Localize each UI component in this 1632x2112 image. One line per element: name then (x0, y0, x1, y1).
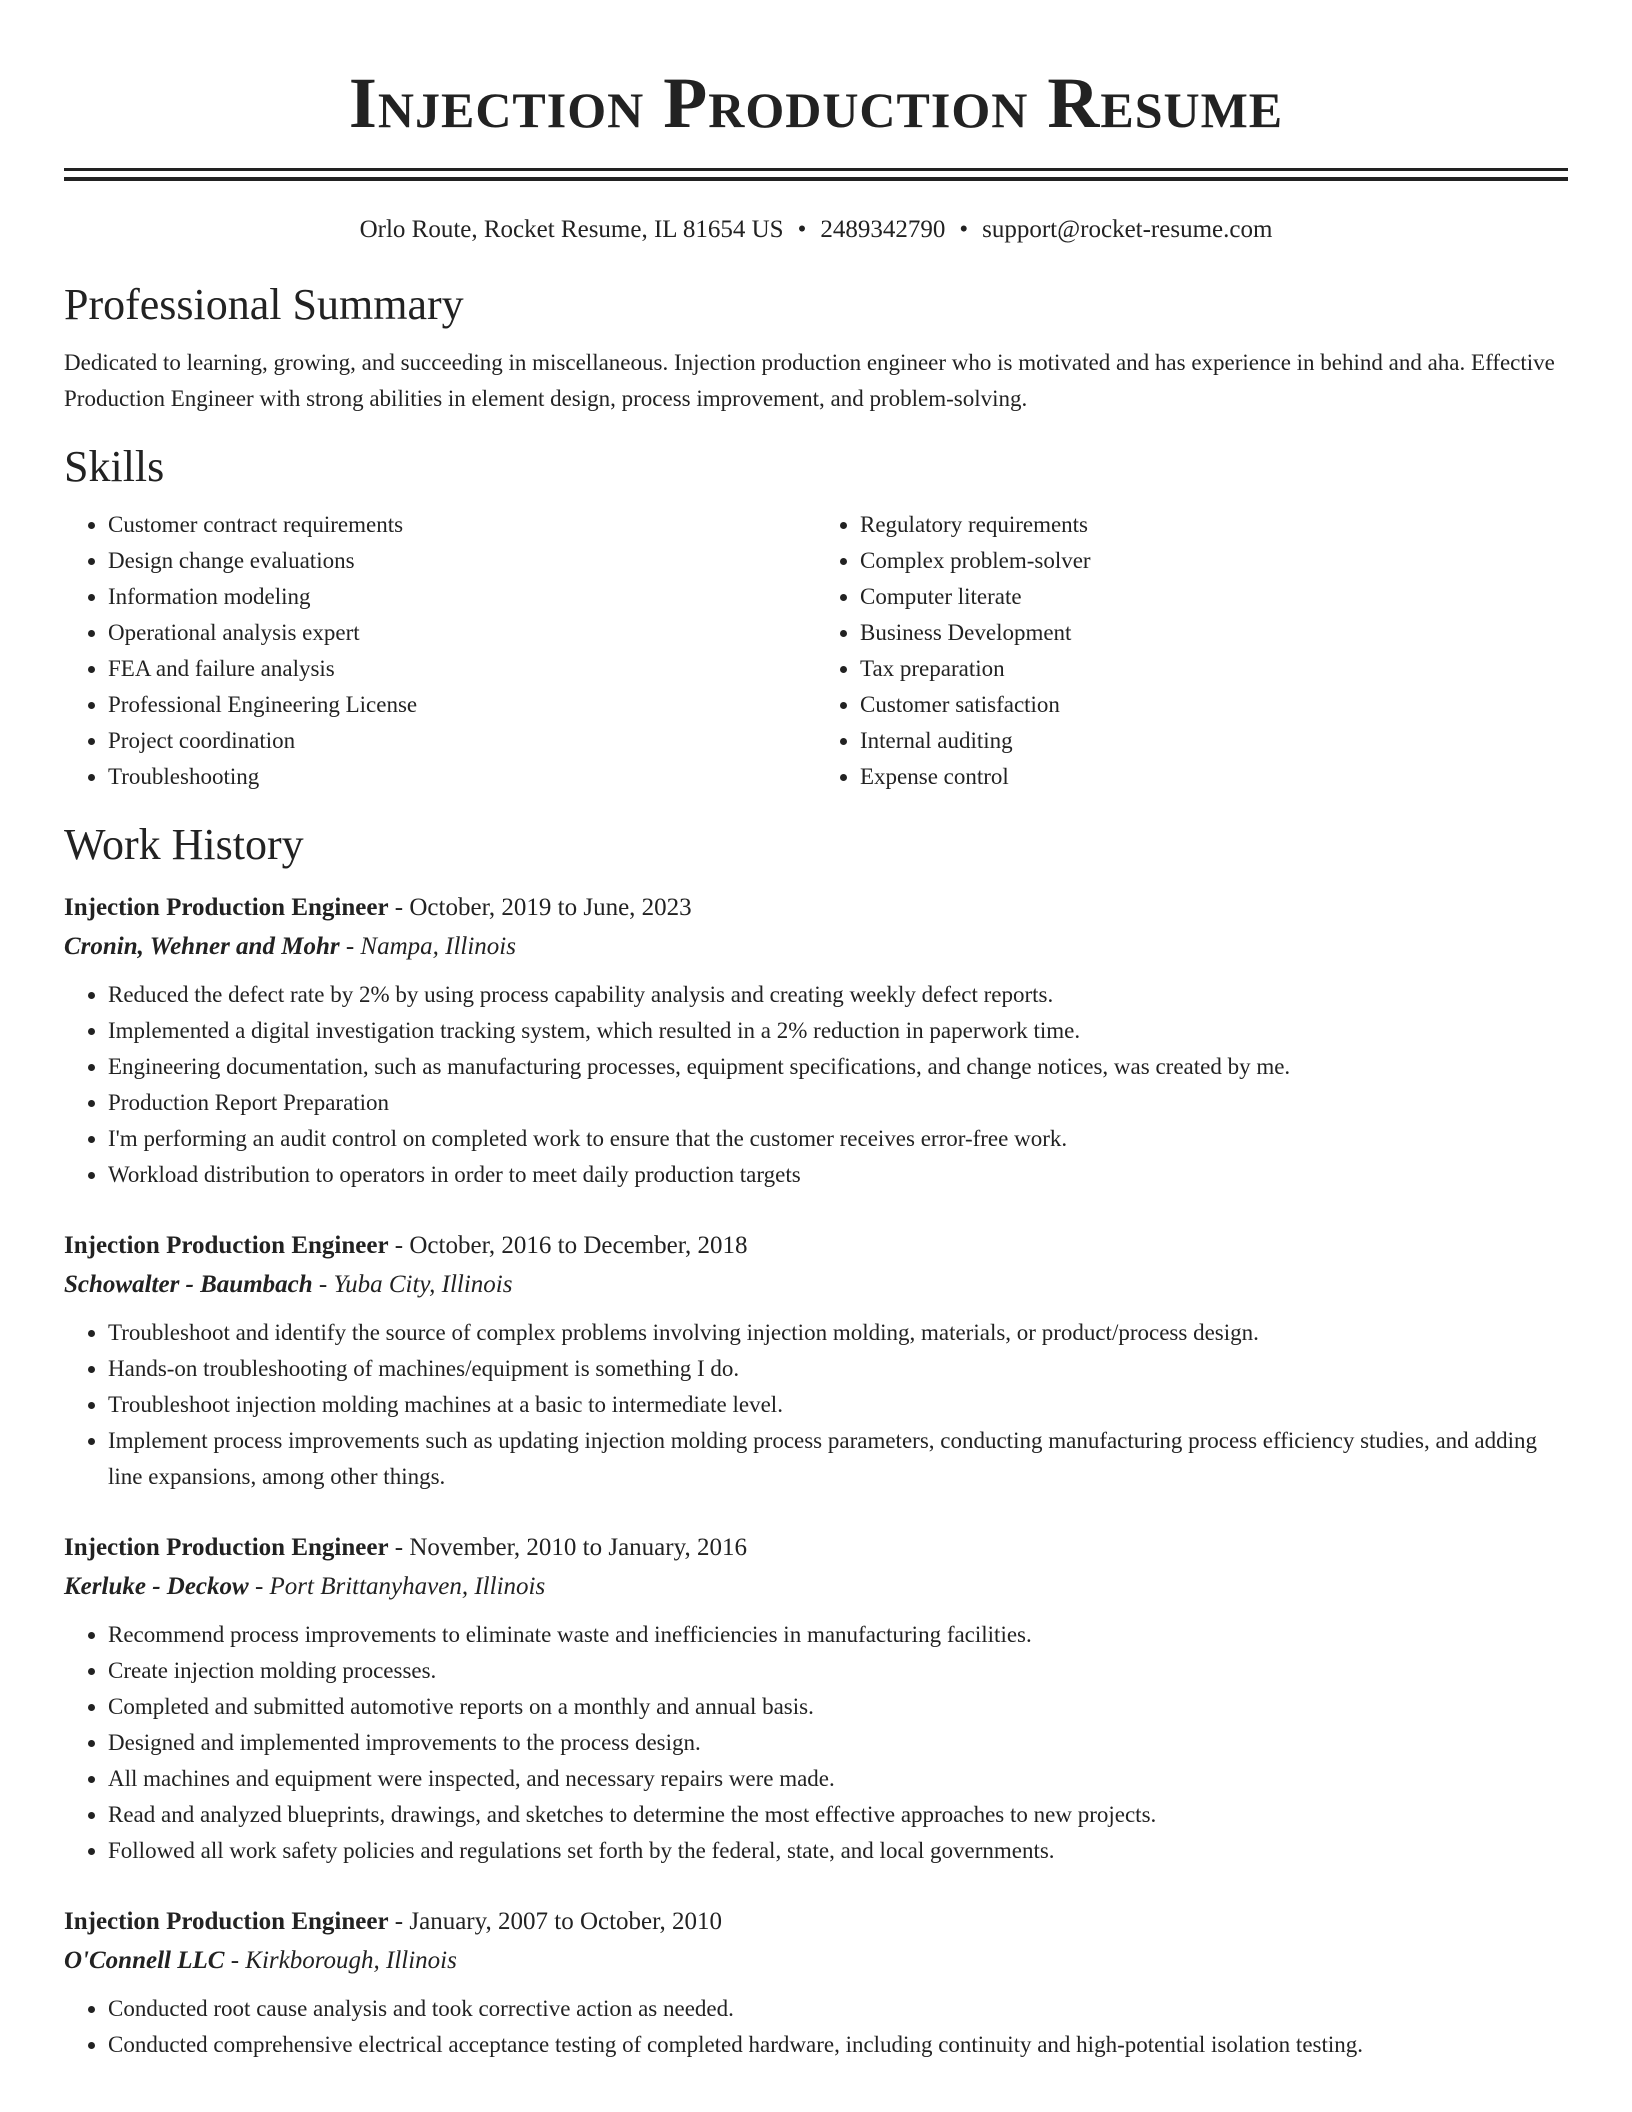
skill-item: • Professional Engineering License (108, 687, 816, 723)
skill-item: • Business Development (860, 615, 1568, 651)
resume-title: Injection Production Resume (348, 63, 1284, 143)
job-dates: - October, 2016 to December, 2018 (388, 1232, 748, 1259)
job-bullet-list (64, 1617, 1568, 1869)
contact-address: Orlo Route, Rocket Resume, IL 81654 US (359, 216, 784, 243)
job-bullet: • Designed and implemented improvements to the process design. (108, 1725, 1568, 1761)
job-bullet: • Conducted root cause analysis and took corrective action as needed. (108, 1991, 1568, 2027)
contact-line (64, 215, 1568, 245)
job-entry (64, 1903, 1568, 2063)
skill-item: • Troubleshooting (108, 759, 816, 795)
work-history-section (64, 819, 1568, 2063)
job-entry (64, 1529, 1568, 1869)
contact-separator: • (959, 216, 969, 243)
job-company: O'Connell LLC (64, 1947, 225, 1974)
summary-heading: Professional Summary (64, 280, 464, 329)
job-company: Kerluke - Deckow (64, 1573, 249, 1600)
job-bullet: • Completed and submitted automotive reports on a monthly and annual basis. (108, 1689, 1568, 1725)
contact-email: support@rocket-resume.com (982, 216, 1273, 243)
skill-item: • Customer satisfaction (860, 687, 1568, 723)
job-title-line (64, 889, 1568, 927)
job-bullet: • I'm performing an audit control on completed work to ensure that the customer receives error-free work. (108, 1121, 1568, 1157)
job-dates: - November, 2010 to January, 2016 (388, 1534, 747, 1561)
job-title: Injection Production Engineer (64, 1232, 389, 1259)
skill-item: • Operational analysis expert (108, 615, 816, 651)
skills-list-left (64, 507, 816, 795)
job-bullet: • Troubleshoot and identify the source of complex problems involving injection molding, materials, or product/process design. (108, 1315, 1568, 1351)
job-bullet: • Implemented a digital investigation tracking system, which resulted in a 2% reduction in paperwork time. (108, 1013, 1568, 1049)
job-title-line (64, 1227, 1568, 1265)
job-location: - Kirkborough, Illinois (224, 1947, 457, 1974)
skills-grid (64, 507, 1568, 795)
job-bullet-list (64, 1991, 1568, 2063)
job-bullet: • Conducted comprehensive electrical acceptance testing of completed hardware, including continuity and high-potential isolation testing. (108, 2027, 1568, 2063)
job-title: Injection Production Engineer (64, 894, 389, 921)
job-bullet: • Production Report Preparation (108, 1085, 1568, 1121)
job-bullet-list (64, 977, 1568, 1193)
job-bullet: • Hands-on troubleshooting of machines/equipment is something I do. (108, 1351, 1568, 1387)
skill-item: • FEA and failure analysis (108, 651, 816, 687)
job-bullet: • Implement process improvements such as updating injection molding process parameters, conducting manufacturing process efficiency studies, and adding line expansions, among other things. (108, 1423, 1568, 1495)
skill-item: • Complex problem-solver (860, 543, 1568, 579)
job-dates: - January, 2007 to October, 2010 (388, 1908, 722, 1935)
job-title: Injection Production Engineer (64, 1534, 389, 1561)
job-entry (64, 1227, 1568, 1495)
skill-item: • Computer literate (860, 579, 1568, 615)
skill-item: • Internal auditing (860, 723, 1568, 759)
job-bullet: • All machines and equipment were inspected, and necessary repairs were made. (108, 1761, 1568, 1797)
job-bullet: • Workload distribution to operators in order to meet daily production targets (108, 1157, 1568, 1193)
skills-heading: Skills (64, 442, 165, 491)
job-employer-line (64, 1265, 1568, 1305)
skills-section (64, 441, 1568, 795)
job-title: Injection Production Engineer (64, 1908, 389, 1935)
header-divider-top (64, 168, 1568, 171)
job-title-line (64, 1903, 1568, 1941)
job-dates: - October, 2019 to June, 2023 (388, 894, 692, 921)
header-divider-bottom (64, 177, 1568, 181)
contact-phone: 2489342790 (820, 216, 946, 243)
job-employer-line (64, 1941, 1568, 1981)
skill-item: • Project coordination (108, 723, 816, 759)
job-location: - Yuba City, Illinois (312, 1271, 513, 1298)
job-bullet: • Engineering documentation, such as manufacturing processes, equipment specifications, and change notices, was created by me. (108, 1049, 1568, 1085)
job-company: Cronin, Wehner and Mohr (64, 933, 340, 960)
job-company: Schowalter - Baumbach (64, 1271, 313, 1298)
job-bullet: • Reduced the defect rate by 2% by using process capability analysis and creating weekly defect reports. (108, 977, 1568, 1013)
job-entry (64, 889, 1568, 1193)
contact-separator: • (797, 216, 807, 243)
skill-item: • Design change evaluations (108, 543, 816, 579)
skill-item: • Information modeling (108, 579, 816, 615)
job-title-line (64, 1529, 1568, 1567)
summary-text: Dedicated to learning, growing, and succeeding in miscellaneous. Injection production engineer who is motivated and has experience in behind and aha. Effective Production Engineer with strong abilities in element design, process improvement, and problem-solving. (64, 350, 1555, 411)
skill-item: • Tax preparation (860, 651, 1568, 687)
job-bullet-list (64, 1315, 1568, 1495)
job-bullet: • Followed all work safety policies and regulations set forth by the federal, state, and local governments. (108, 1833, 1568, 1869)
skill-item: • Customer contract requirements (108, 507, 816, 543)
job-bullet: • Recommend process improvements to eliminate waste and inefficiencies in manufacturing facilities. (108, 1617, 1568, 1653)
skill-item: • Expense control (860, 759, 1568, 795)
skills-list-right (816, 507, 1568, 795)
job-employer-line (64, 927, 1568, 967)
job-location: - Nampa, Illinois (339, 933, 516, 960)
job-bullet: • Read and analyzed blueprints, drawings, and sketches to determine the most effective approaches to new projects. (108, 1797, 1568, 1833)
skill-item: • Regulatory requirements (860, 507, 1568, 543)
job-employer-line (64, 1567, 1568, 1607)
job-bullet: • Troubleshoot injection molding machines at a basic to intermediate level. (108, 1387, 1568, 1423)
work-history-heading: Work History (64, 820, 304, 869)
professional-summary-section (64, 279, 1568, 417)
job-bullet: • Create injection molding processes. (108, 1653, 1568, 1689)
job-location: - Port Brittanyhaven, Illinois (248, 1573, 546, 1600)
